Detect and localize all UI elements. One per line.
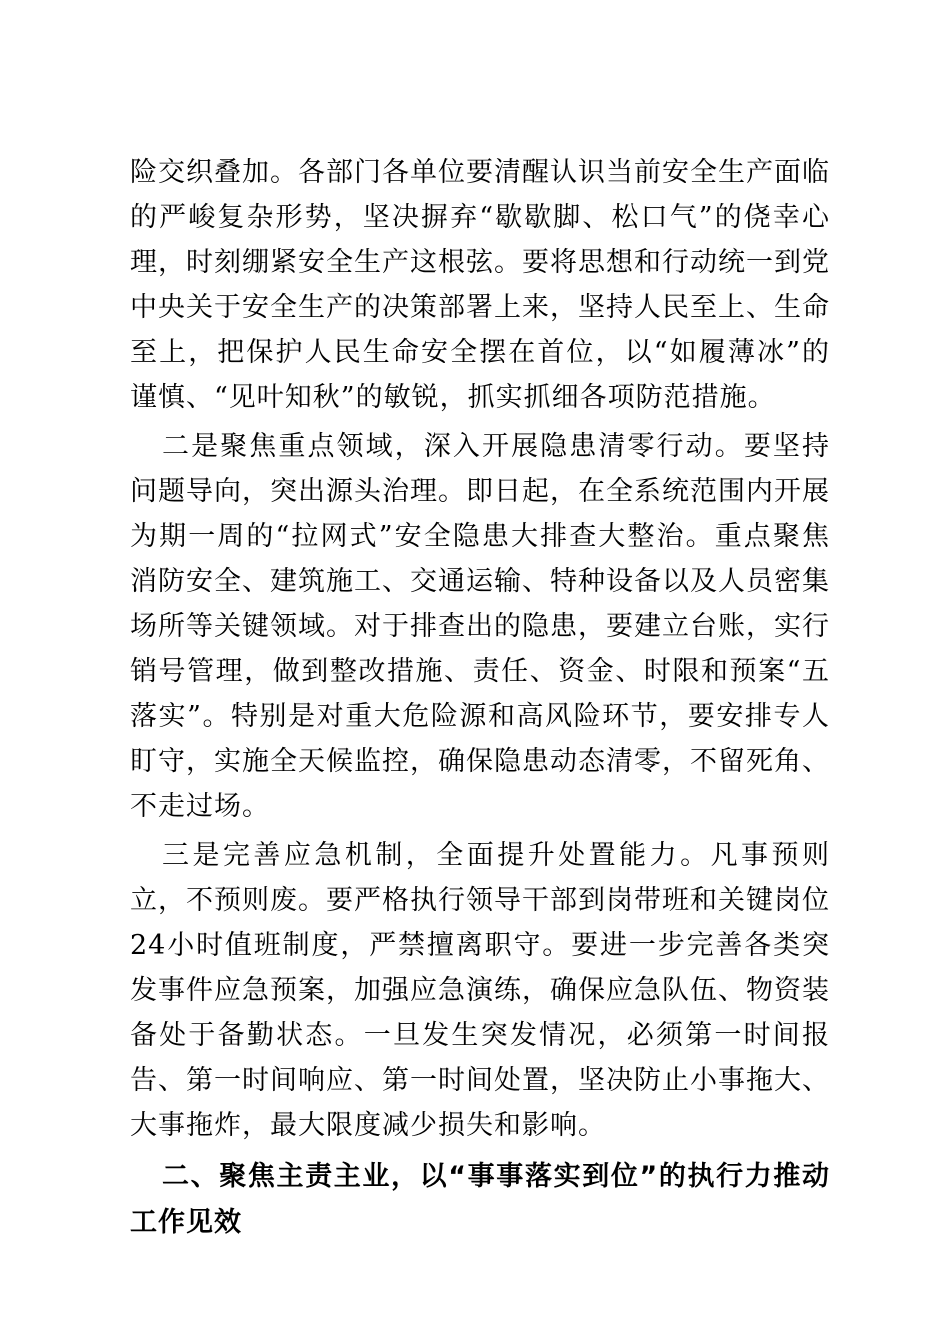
paragraph-emergency-mechanism: 三是完善应急机制，全面提升处置能力。凡事预则立，不预则废。要严格执行领导干部到岗带班和关键岗位24小时值班制度，严禁擅离职守。要进一步完善各类突发事件应急预案，加强应急演练，确保应急队伍、物资装备处于备勤状态。一旦发生突发情况，必须第一时间报告、第一时间响应、第一时间处置，坚决防止小事拖大、大事拖炸，最大限度减少损失和影响。 <box>130 840 830 1141</box>
document-body <box>130 150 830 1246</box>
paragraph-safety-awareness: 险交织叠加。各部门各单位要清醒认识当前安全生产面临的严峻复杂形势，坚决摒弃“歇歇脚、松口气”的侥幸心理，时刻绷紧安全生产这根弦。要将思想和行动统一到党中央关于安全生产的决策部署上来，坚持人民至上、生命至上，把保护人民生命安全摆在首位，以“如履薄冰”的谨慎、“见叶知秋”的敏锐，抓实抓细各项防范措施。 <box>130 157 830 413</box>
paragraph-hazard-clearance: 二是聚焦重点领域，深入开展隐患清零行动。要坚持问题导向，突出源头治理。即日起，在全系统范围内开展为期一周的“拉网式”安全隐患大排查大整治。重点聚焦消防安全、建筑施工、交通运输、特种设备以及人员密集场所等关键领域。对于排查出的隐患，要建立台账，实行销号管理，做到整改措施、责任、资金、时限和预案“五落实”。特别是对重大危险源和高风险环节，要安排专人盯守，实施全天候监控，确保隐患动态清零，不留死角、不走过场。 <box>130 431 830 822</box>
section-heading: 二、聚焦主责主业，以“事事落实到位”的执行力推动工作见效 <box>130 1161 830 1238</box>
